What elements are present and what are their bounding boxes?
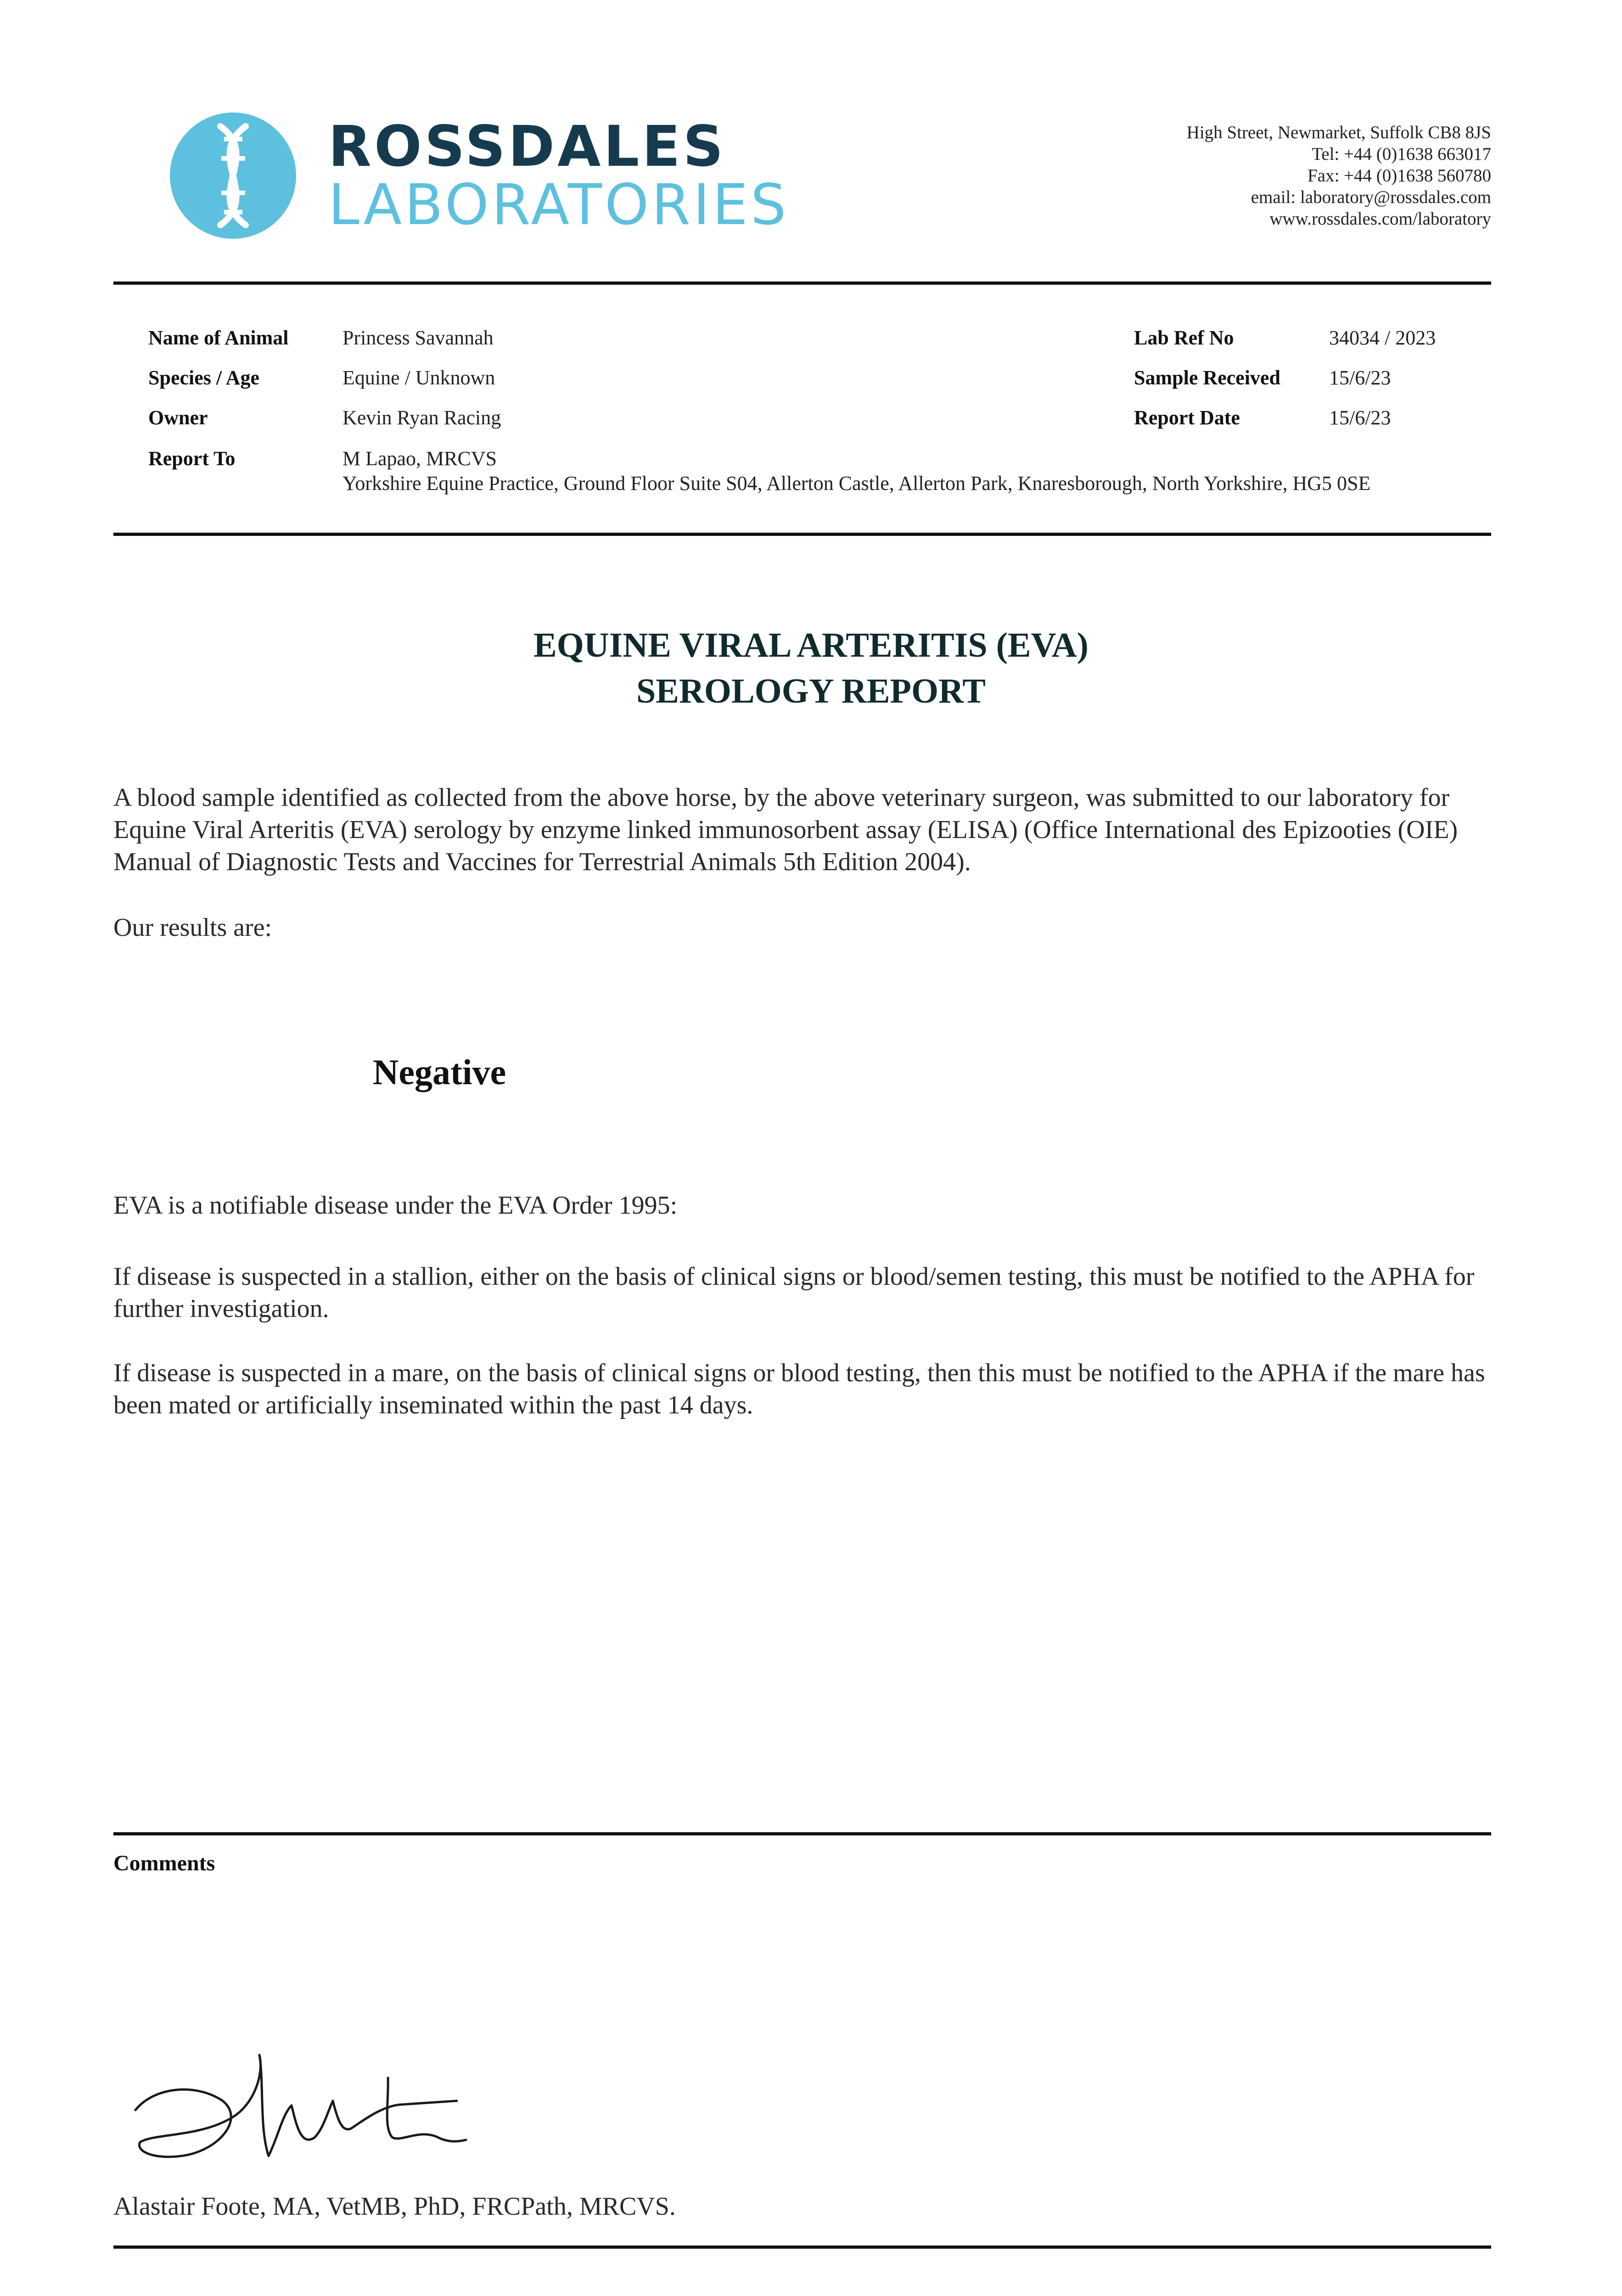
lab-fax: Fax: +44 (0)1638 560780: [1307, 166, 1491, 186]
lab-ref-label: Lab Ref No: [1134, 326, 1234, 349]
comments-label: Comments: [113, 1851, 215, 1875]
report-title-line2: SEROLOGY REPORT: [636, 672, 986, 710]
divider: [113, 281, 1491, 285]
owner-label: Owner: [148, 406, 208, 429]
lab-tel: Tel: +44 (0)1638 663017: [1312, 144, 1491, 164]
lab-address: High Street, Newmarket, Suffolk CB8 8JS: [1186, 123, 1491, 142]
divider: [113, 1832, 1491, 1835]
contact-block: [1187, 122, 1491, 230]
mare-note: If disease is suspected in a mare, on the basis of clinical signs or blood testing, then this must be notified to the APHA if the mare has been mated or artificially inseminated within the past 14 days.: [113, 1359, 1485, 1419]
brand-subname: LABORATORIES: [328, 172, 789, 237]
species-age-label: Species / Age: [148, 366, 259, 389]
report-to-address: Yorkshire Equine Practice, Ground Floor Suite S04, Allerton Castle, Allerton Park, Knaresborough, North Yorkshire, HG5 0SE: [342, 472, 1371, 495]
report-date-value: 15/6/23: [1329, 406, 1391, 429]
lab-website[interactable]: www.rossdales.com/laboratory: [1269, 209, 1491, 229]
signatory-name: Alastair Foote, MA, VetMB, PhD, FRCPath, MRCVS.: [113, 2192, 676, 2221]
species-age-value: Equine / Unknown: [342, 366, 495, 389]
sample-received-value: 15/6/23: [1329, 366, 1391, 389]
stallion-note: If disease is suspected in a stallion, either on the basis of clinical signs or blood/semen testing, this must be notified to the APHA for further investigation.: [113, 1262, 1475, 1323]
results-intro: Our results are:: [113, 913, 272, 942]
dna-helix-icon: [170, 113, 296, 239]
report-to-label: Report To: [148, 447, 236, 470]
divider: [113, 533, 1491, 536]
report-title: [0, 622, 1622, 714]
report-to-name: M Lapao, MRCVS: [342, 447, 497, 470]
notifiable-statement: EVA is a notifiable disease under the EVA Order 1995:: [113, 1191, 678, 1220]
lab-ref-value: 34034 / 2023: [1329, 326, 1436, 349]
owner-value: Kevin Ryan Racing: [342, 406, 501, 429]
report-date-label: Report Date: [1134, 406, 1240, 429]
report-title-line1: EQUINE VIRAL ARTERITIS (EVA): [533, 626, 1089, 664]
name-of-animal-value: Princess Savannah: [342, 326, 494, 349]
divider: [113, 2245, 1491, 2249]
signature-image: [126, 2046, 475, 2165]
sample-received-label: Sample Received: [1134, 366, 1280, 389]
test-result: Negative: [373, 1052, 506, 1092]
name-of-animal-label: Name of Animal: [148, 326, 289, 349]
intro-paragraph: A blood sample identified as collected from the above horse, by the above veterinary surgeon, was submitted to our laboratory for Equine Viral Arteritis (EVA) serology by enzyme linked immunosorbent assay (ELISA) (Office International des Epizooties (OIE) Manual of Diagnostic Tests and Vaccines for Terrestrial Animals 5th Edition 2004).: [113, 783, 1458, 876]
lab-email[interactable]: email: laboratory@rossdales.com: [1251, 187, 1491, 207]
brand-name: ROSSDALES: [328, 114, 726, 179]
